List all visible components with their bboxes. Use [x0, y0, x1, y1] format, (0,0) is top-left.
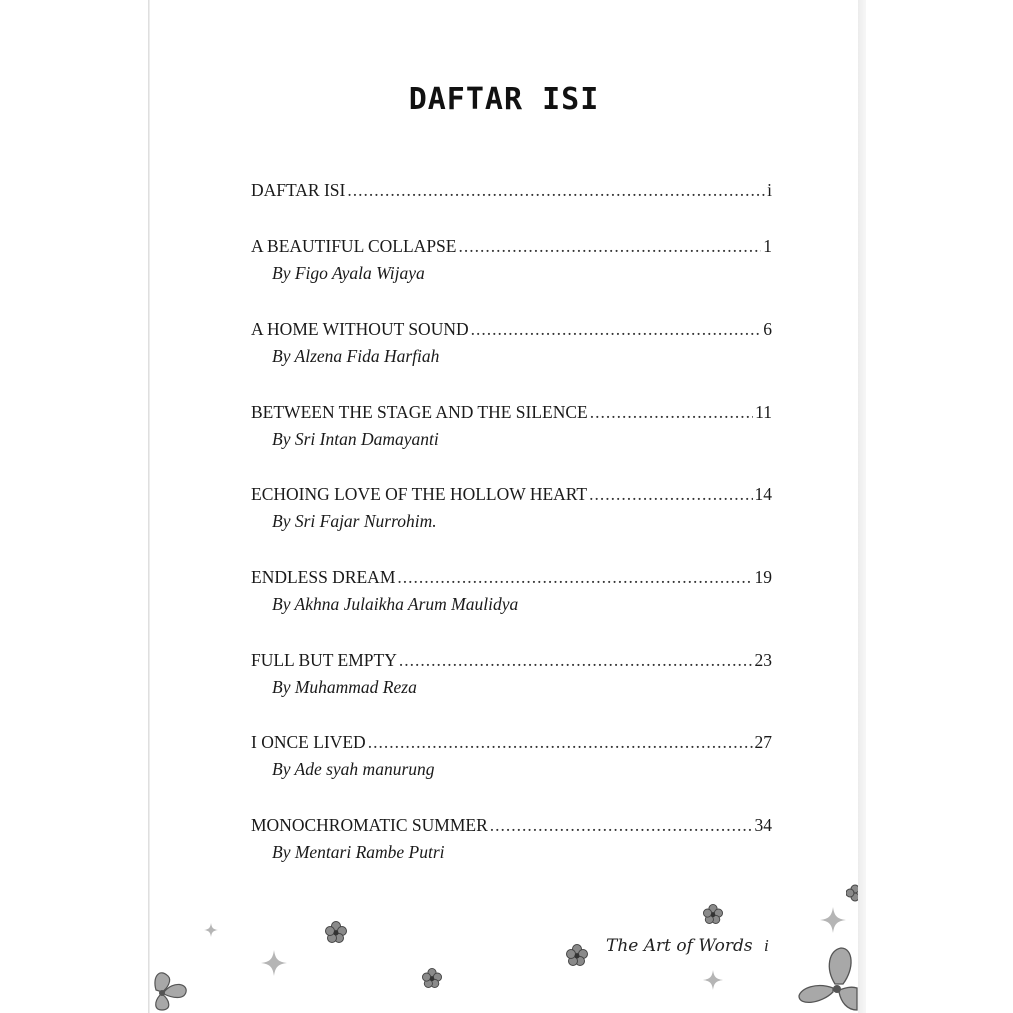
- flower-icon: [325, 921, 347, 943]
- leader-dots: [589, 480, 752, 508]
- toc-entry[interactable]: [251, 646, 772, 700]
- toc-entry-title: DAFTAR ISI: [251, 180, 346, 200]
- toc-entry[interactable]: [251, 563, 772, 617]
- sparkle-icon: [703, 970, 723, 990]
- toc-entry-page: 6: [763, 319, 772, 339]
- leader-dots: [590, 398, 753, 426]
- toc-entry-title: ECHOING LOVE OF THE HOLLOW HEART: [251, 484, 588, 504]
- leader-dots: [490, 811, 753, 839]
- page-title: DAFTAR ISI: [408, 82, 600, 117]
- toc-entry-title: BETWEEN THE STAGE AND THE SILENCE: [251, 402, 588, 422]
- toc-entry-author: By Figo Ayala Wijaya: [272, 263, 425, 283]
- flower-icon: [566, 944, 588, 966]
- leader-dots: [368, 728, 753, 756]
- toc-entry-author: By Sri Intan Damayanti: [272, 429, 439, 449]
- toc-entry-page: 14: [754, 484, 772, 504]
- toc-entry[interactable]: [251, 232, 772, 286]
- toc-entry-page: 19: [754, 567, 772, 587]
- toc-entry[interactable]: [251, 176, 772, 204]
- toc-entry-page: 1: [763, 236, 772, 256]
- page-edge-right: [858, 0, 866, 1013]
- toc-entry-author: By Alzena Fida Harfiah: [272, 346, 440, 366]
- toc-entry-title: A HOME WITHOUT SOUND: [251, 319, 469, 339]
- toc-entry-title: FULL BUT EMPTY: [251, 650, 397, 670]
- flower-icon: [150, 962, 196, 1012]
- toc-entry-page: i: [767, 180, 772, 200]
- toc-entry[interactable]: [251, 728, 772, 782]
- toc-entry[interactable]: [251, 398, 772, 452]
- leader-dots: [471, 315, 762, 343]
- toc-entry-author: By Muhammad Reza: [272, 677, 417, 697]
- toc-entry-title: MONOCHROMATIC SUMMER: [251, 815, 488, 835]
- leader-dots: [399, 646, 753, 674]
- toc-entry-title: A BEAUTIFUL COLLAPSE: [251, 236, 457, 256]
- toc-entry-author: By Sri Fajar Nurrohim.: [272, 511, 437, 531]
- flower-icon: [703, 904, 723, 924]
- toc-entry-author: By Akhna Julaikha Arum Maulidya: [272, 594, 519, 614]
- leader-dots: [347, 176, 765, 204]
- toc-entry-page: 23: [754, 650, 772, 670]
- sparkle-icon: [261, 950, 287, 976]
- toc-entry[interactable]: [251, 811, 772, 865]
- leader-dots: [397, 563, 752, 591]
- toc-entry-author: By Mentari Rambe Putri: [272, 842, 445, 862]
- sparkle-icon: [820, 907, 846, 933]
- leader-dots: [458, 232, 761, 260]
- toc-entry-page: 11: [755, 402, 772, 422]
- toc-entry-title: ENDLESS DREAM: [251, 567, 396, 587]
- footer-book-title: The Art of Words: [606, 936, 753, 956]
- flower-icon: [846, 884, 858, 904]
- toc-entry-page: 34: [754, 815, 772, 835]
- toc-entry-title: I ONCE LIVED: [251, 732, 366, 752]
- toc-entry-page: 27: [754, 732, 772, 752]
- flower-icon: [422, 968, 442, 988]
- footer-page-number: i: [764, 936, 769, 955]
- sparkle-icon: [204, 923, 218, 937]
- flower-icon: [795, 944, 858, 1013]
- page-edge-left: [148, 0, 150, 1013]
- toc-entry[interactable]: [251, 480, 772, 534]
- toc-entry[interactable]: [251, 315, 772, 369]
- toc-entry-author: By Ade syah manurung: [272, 759, 435, 779]
